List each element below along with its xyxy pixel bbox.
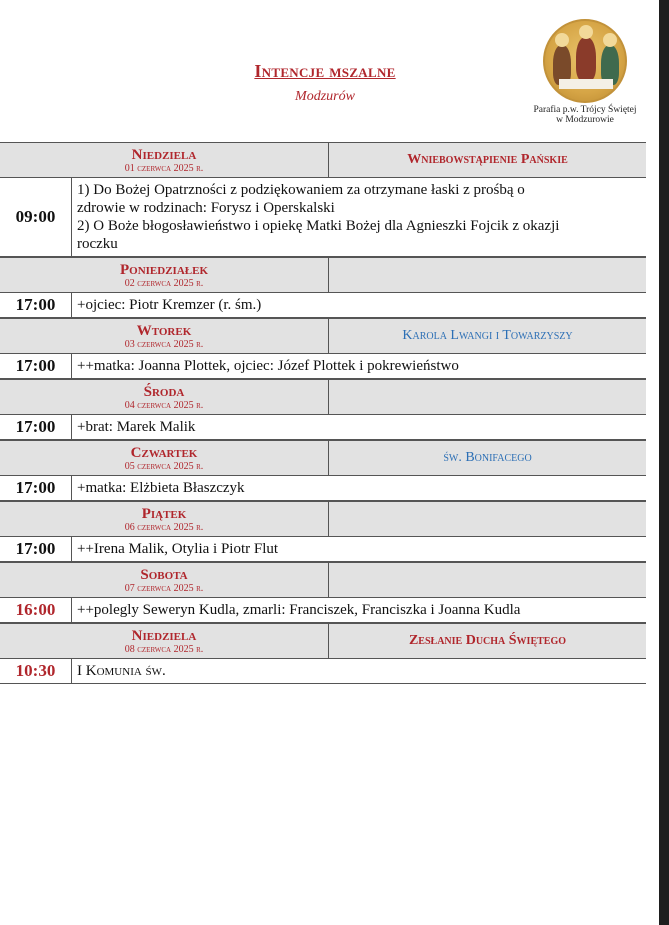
mass-row — [0, 293, 646, 318]
mass-intention — [72, 415, 646, 439]
intention-line: 2) O Boże błogosławieństwo i opiekę Matki Bożej dla Agnieszki Fojcik z okazji — [77, 218, 560, 234]
day-header — [0, 142, 646, 178]
day-name: Czwartek — [130, 445, 198, 461]
day-header — [0, 562, 646, 598]
intention-line: roczku — [77, 236, 118, 252]
mass-intention — [72, 598, 646, 622]
intention-line: zdrowie w rodzinach: Forysz i Operskalski — [77, 200, 335, 216]
mass-time: 09:00 — [0, 178, 72, 256]
mass-row — [0, 598, 646, 623]
feast-name — [329, 502, 646, 536]
mass-time: 17:00 — [0, 354, 72, 378]
day-date: 06 czerwca 2025 r. — [124, 522, 204, 533]
mass-row — [0, 476, 646, 501]
day-date: 07 czerwca 2025 r. — [124, 583, 204, 594]
mass-row — [0, 415, 646, 440]
mass-time: 17:00 — [0, 476, 72, 500]
day-date: 02 czerwca 2025 r. — [124, 278, 204, 289]
day-header — [0, 318, 646, 354]
day-date: 03 czerwca 2025 r. — [124, 339, 204, 350]
mass-time: 16:00 — [0, 598, 72, 622]
feast-name — [329, 258, 646, 292]
day-date: 04 czerwca 2025 r. — [124, 400, 204, 411]
day-name: Niedziela — [131, 628, 197, 644]
day-header — [0, 257, 646, 293]
mass-intention — [72, 659, 646, 683]
feast-name: Karola Lwangi i Towarzyszy — [402, 328, 573, 343]
mass-intention — [72, 354, 646, 378]
intention-line: ++Irena Malik, Otylia i Piotr Flut — [77, 541, 279, 557]
parish-logo — [530, 17, 640, 127]
day-date: 08 czerwca 2025 r. — [124, 644, 204, 655]
feast-name — [329, 563, 646, 597]
mass-schedule-table — [0, 142, 646, 684]
mass-intention — [72, 293, 646, 317]
day-header — [0, 623, 646, 659]
feast-name: Wniebowstąpienie Pańskie — [407, 152, 568, 167]
intention-line: ++polegly Seweryn Kudla, zmarli: Franciszek, Franciszka i Joanna Kudla — [77, 602, 521, 618]
day-name: Środa — [143, 384, 185, 400]
intention-line: 1) Do Bożej Opatrzności z podziękowaniem za otrzymane łaski z prośbą o — [77, 182, 525, 198]
day-name-cell — [0, 258, 329, 292]
day-date: 05 czerwca 2025 r. — [124, 461, 204, 472]
intention-line: +matka: Elżbieta Błaszczyk — [77, 480, 245, 496]
mass-row — [0, 178, 646, 257]
day-date: 01 czerwca 2025 r. — [124, 163, 204, 174]
mass-time: 17:00 — [0, 537, 72, 561]
day-name: Wtorek — [136, 323, 192, 339]
day-name-cell — [0, 563, 329, 597]
day-name-cell — [0, 143, 329, 177]
feast-name: Zesłanie Ducha Świętego — [408, 633, 567, 648]
mass-intention — [72, 178, 646, 256]
page-subtitle: Modzurów — [295, 89, 355, 104]
mass-time: 17:00 — [0, 415, 72, 439]
mass-intention — [72, 537, 646, 561]
day-name-cell — [0, 319, 329, 353]
day-name-cell — [0, 380, 329, 414]
trinity-icon — [543, 19, 627, 103]
intention-line: +brat: Marek Malik — [77, 419, 196, 435]
mass-row — [0, 659, 646, 684]
feast-name: św. Bonifacego — [443, 450, 532, 465]
intention-line: +ojciec: Piotr Kremzer (r. śm.) — [77, 297, 262, 313]
day-header — [0, 379, 646, 415]
intention-line: ++matka: Joanna Plottek, ojciec: Józef Plottek i pokrewieństwo — [77, 358, 459, 374]
mass-row — [0, 354, 646, 379]
day-name: Sobota — [140, 567, 188, 583]
mass-time: 10:30 — [0, 659, 72, 683]
mass-time: 17:00 — [0, 293, 72, 317]
mass-row — [0, 537, 646, 562]
day-header — [0, 501, 646, 537]
day-name-cell — [0, 441, 329, 475]
screen-edge — [659, 0, 669, 925]
day-header — [0, 440, 646, 476]
page-title: Intencje mszalne — [254, 61, 396, 81]
intention-line: I Komunia św. — [77, 663, 166, 679]
day-name: Niedziela — [131, 147, 197, 163]
parish-name: Parafia p.w. Trójcy Świętej w Modzurowie — [533, 105, 637, 125]
day-name: Poniedziałek — [119, 262, 208, 278]
feast-name — [329, 380, 646, 414]
day-name-cell — [0, 502, 329, 536]
day-name-cell — [0, 624, 329, 658]
mass-intention — [72, 476, 646, 500]
day-name: Piątek — [141, 506, 187, 522]
